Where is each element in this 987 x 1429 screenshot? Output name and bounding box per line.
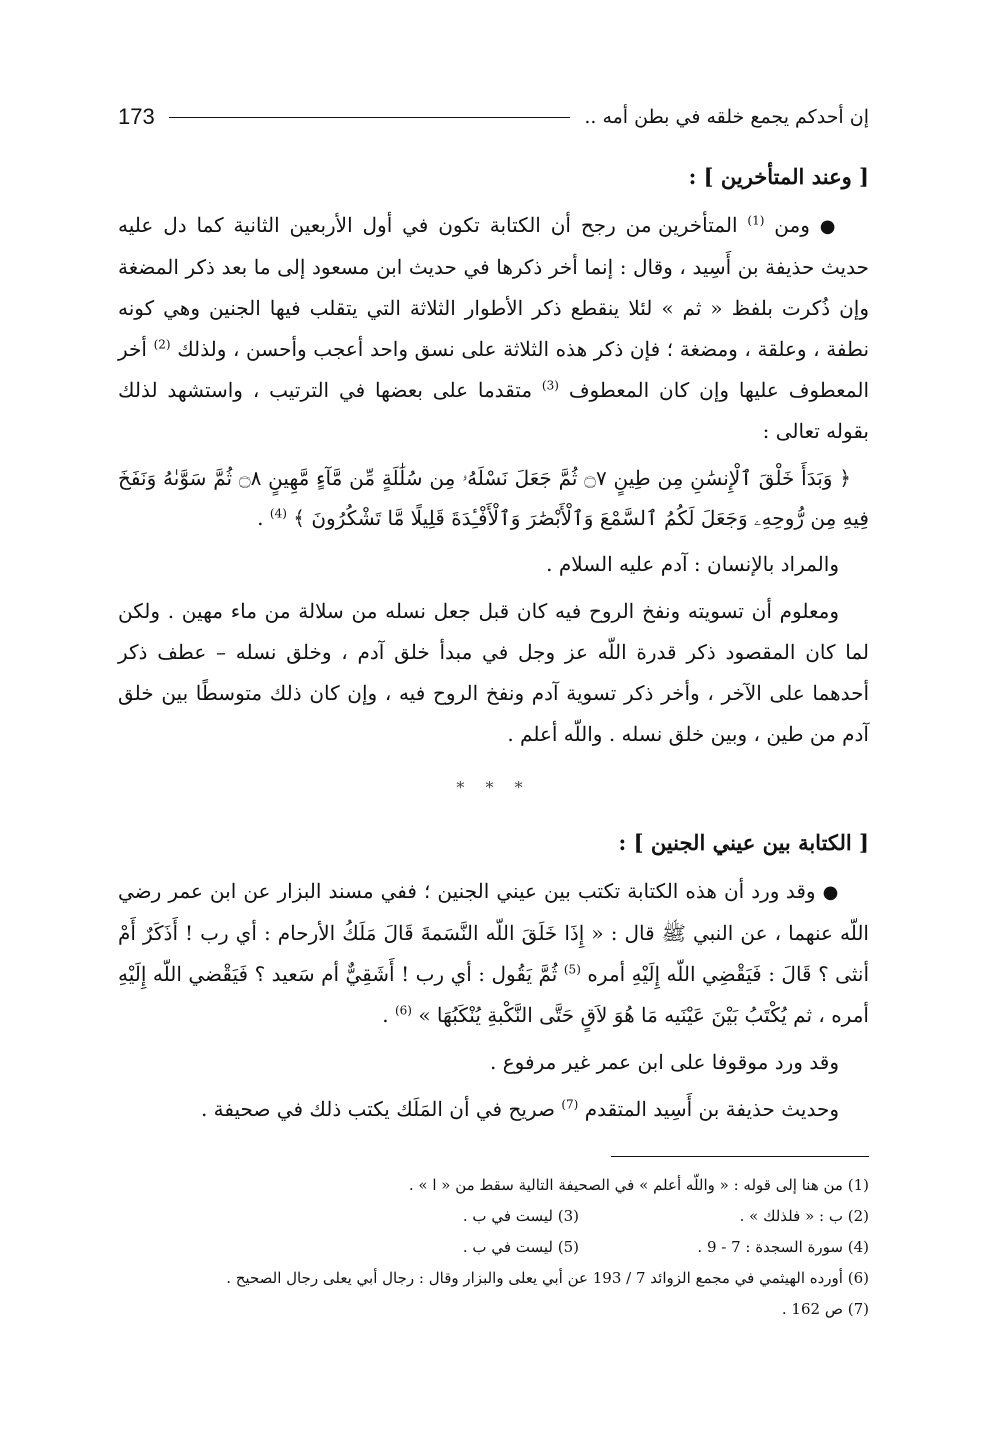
paragraph-2: والمراد بالإنسان : آدم عليه السلام .	[546, 552, 839, 576]
paragraph-5: وقد ورد موقوفا على ابن عمر غير مرفوع .	[490, 1050, 839, 1074]
running-title: إن أحدكم يجمع خلقه في بطن أمه ..	[584, 106, 869, 128]
footnote-row	[118, 1201, 869, 1232]
footnote-ref-2: (2)	[153, 337, 171, 352]
footnote-1: (1) من هنا إلى قوله : « واللّه أعلم » في الصحيفة التالية سقط من « ا » .	[408, 1176, 869, 1194]
text-run: ثُمَّ يَقُول : أي رب ! أَشَقِيٌّ أم سَعيد ؟ فَيَقْضي اللّه إِلَيْهِ أمره ، ثم يُكْتَبُ بَيْنَ عَيْنَيه مَا هُوَ لاَقٍ حَتَّى النَّكْبةِ يُنْكَبُهَا »	[118, 962, 869, 1027]
text-run: .	[382, 1003, 389, 1027]
running-header	[118, 100, 869, 134]
quran-verse	[118, 458, 869, 538]
section-heading-late-scholars: [ وعند المتأخرين ] :	[688, 164, 869, 189]
verse-text: ﴿ وَبَدَأَ خَلْقَ ٱلْإِنسَٰنِ مِن طِينٍ ۝٧ ثُمَّ جَعَلَ نَسْلَهُۥ مِن سُلَٰلَةٍ مِّن مَّآءٍ مَّهِينٍ ۝٨ ثُمَّ سَوَّىٰهُ وَنَفَخَ فِيهِ مِن رُّوحِهِۦ وَجَعَلَ لَكُمُ ٱلسَّمْعَ وَٱلْأَبْصَٰرَ وَٱلْأَفْـِٔدَةَ قَلِيلًا مَّا تَشْكُرُونَ ﴾	[118, 466, 869, 530]
footnote-ref-1: (1)	[747, 213, 765, 228]
footnotes	[118, 1170, 869, 1325]
bullet-icon: ●	[819, 216, 840, 237]
text-run: وقد ورد أن هذه الكتابة تكتب بين عيني الجنين ؛ ففي مسند البزار عن ابن عمر رضي اللّه عنهما ، عن النبي ﷺ قال : « إِذَا خَلَقَ اللّه النَّسَمةَ قَالَ مَلَكُ الأرحام : أي رب ! أَذَكَرٌ أَمْ أنثى ؟ قَالَ : فَيَقْضِي اللّه إِلَيْهِ أمره	[118, 879, 869, 986]
text-run: ومن	[774, 213, 810, 237]
page-number: 173	[118, 104, 155, 129]
footnote-5: (5) ليست في ب .	[462, 1238, 579, 1256]
text-run: متقدما على بعضها في الترتيب ، واستشهد لذلك بقوله تعالى :	[118, 378, 869, 443]
footnote-6: (6) أورده الهيثمي في مجمع الزوائد 7 / 193 عن أبي يعلى والبزار وقال : رجال أبي يعلى رجال الصحيح .	[226, 1269, 869, 1287]
footnote-ref-3: (3)	[541, 378, 559, 393]
paragraph-6	[118, 1089, 869, 1130]
bullet-icon: ●	[822, 882, 839, 903]
footnote-3: (3) ليست في ب .	[462, 1207, 579, 1225]
text-run: .	[257, 506, 264, 530]
footnote-ref-6: (6)	[394, 1003, 412, 1018]
text-run: صريح في أن المَلَك يكتب ذلك في صحيفة .	[200, 1097, 555, 1121]
footnote-ref-7: (7)	[561, 1097, 579, 1112]
footnote-rule	[611, 1156, 869, 1157]
footnote-4: (4) سورة السجدة : 7 - 9 .	[697, 1238, 869, 1256]
text-run: وحديث حذيفة بن أَسِيد المتقدم	[584, 1097, 839, 1121]
text-run: المتأخرين من رجح أن الكتابة تكون في أول الأربعين الثانية كما دل عليه حديث حذيفة بن أَسِيد ، وقال : إنما أخر ذكرها في حديث ابن مسعود إلى ما بعد ذكر المضغة وإن ذُكرت بلفظ « ثم » لئلا ينقطع ذكر الأطوار الثلاثة التي يتقلب فيها الجنين وهي كونه نطفة ، وعلقة ، ومضغة ؛ فإن ذكر هذه الثلاثة على نسق واحد أعجب وأحسن ، ولذلك	[118, 213, 870, 361]
paragraph-1	[118, 205, 869, 452]
footnote-ref-5: (5)	[563, 962, 581, 977]
page-body	[118, 150, 869, 1136]
section-separator: * * *	[456, 778, 531, 797]
footnote-2: (2) ب : « فلذلك » .	[739, 1207, 869, 1225]
footnote-ref-4: (4)	[269, 506, 287, 521]
section-heading-writing-between-eyes: [ الكتابة بين عيني الجنين ] :	[618, 830, 869, 855]
paragraph-4	[118, 871, 869, 1036]
footnote-7: (7) ص 162 .	[781, 1300, 869, 1318]
header-rule	[169, 117, 571, 118]
paragraph-3: ومعلوم أن تسويته ونفخ الروح فيه كان قبل جعل نسله من سلالة من ماء مهين . ولكن لما كان المقصود ذكر قدرة اللّه عز وجل في مبدأ خلق آدم ، وخلق نسله – عطف ذكر أحدهما على الآخر ، وأخر ذكر تسوية آدم ونفخ الروح فيه ، وإن كان ذلك متوسطًا بين خلق آدم من طين ، وبين خلق نسله . واللّه أعلم .	[118, 599, 869, 746]
text-run: أخر المعطوف عليها وإن كان المعطوف	[118, 337, 870, 402]
footnote-row	[118, 1232, 869, 1263]
